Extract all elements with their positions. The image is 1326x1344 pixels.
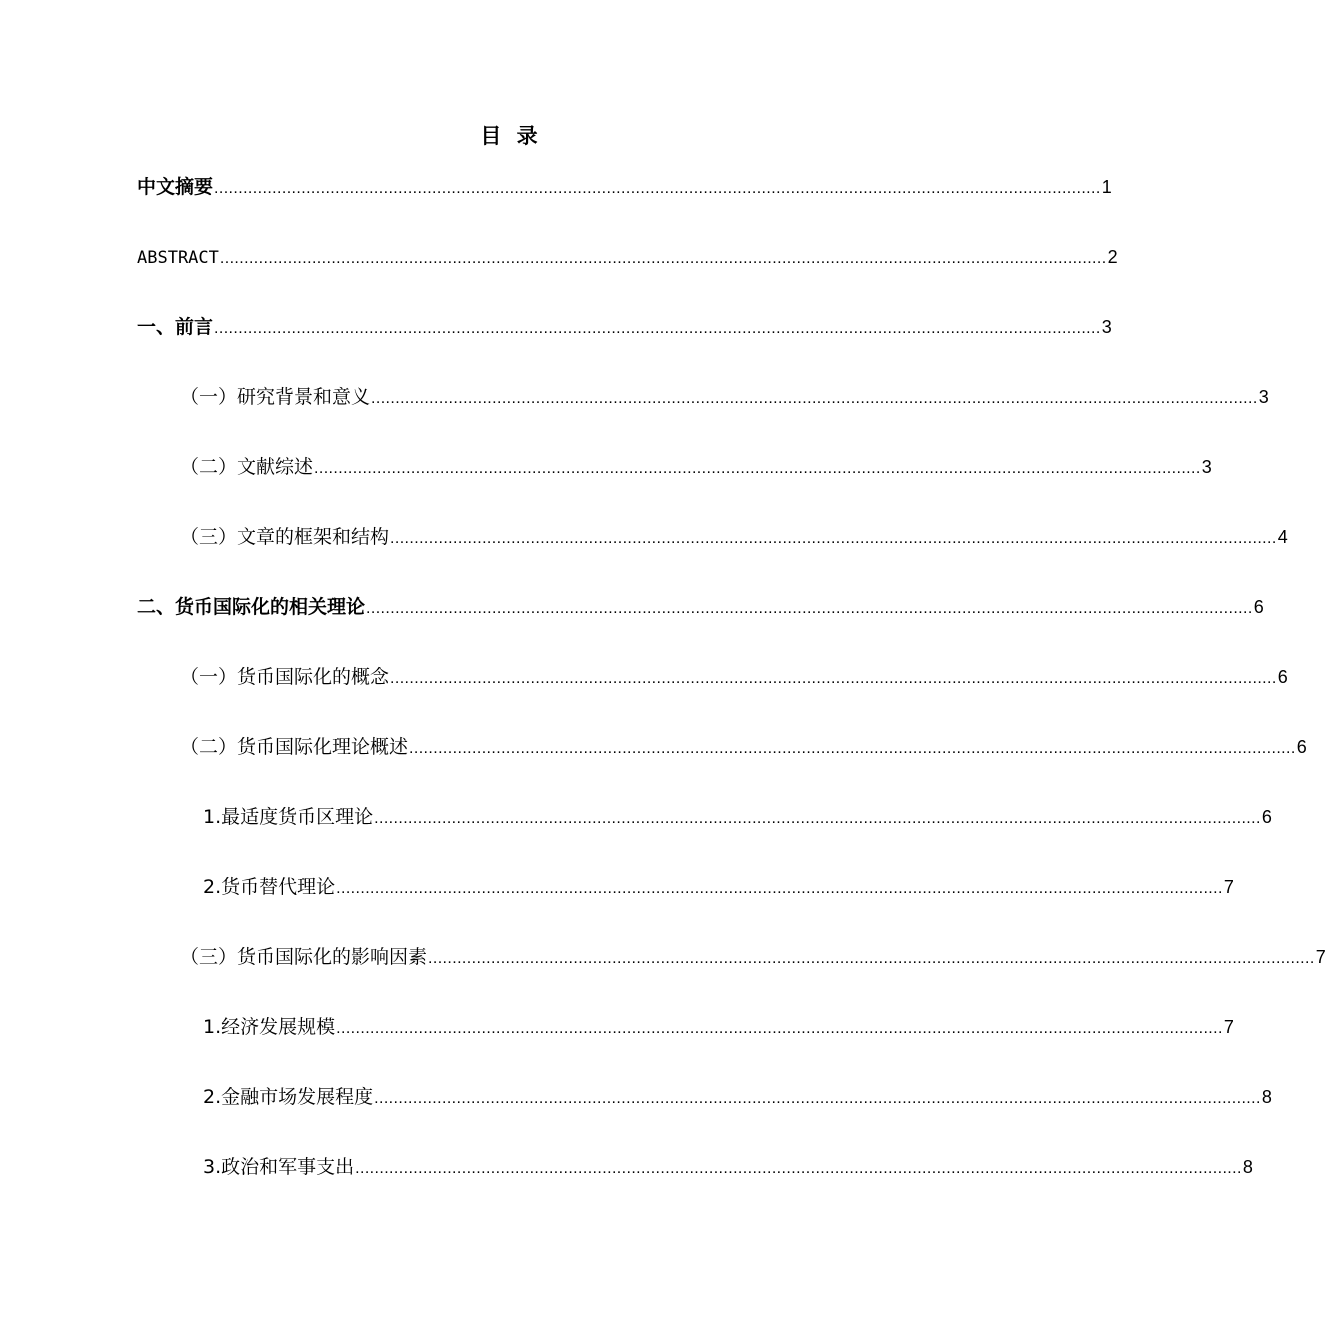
toc-entry-2-1[interactable] — [180, 659, 1288, 695]
toc-page-number: 3 — [1201, 457, 1212, 477]
toc-dot-leader: ....................................................................................................................................................................................... — [390, 530, 1277, 547]
toc-entry-label: 2.金融市场发展程度 — [203, 1086, 374, 1108]
toc-dot-leader: ....................................................................................................................................................................................... — [214, 180, 1101, 197]
toc-entry-preface[interactable] — [137, 309, 1112, 345]
toc-entry-abstract-en[interactable] — [137, 239, 1118, 275]
toc-entry-label: （一）研究背景和意义 — [180, 386, 371, 408]
toc-dot-leader: ....................................................................................................................................................................................... — [214, 320, 1101, 337]
toc-entry-label: 3.政治和军事支出 — [203, 1156, 355, 1178]
toc-page-number: 6 — [1261, 807, 1272, 827]
toc-entry-1-3[interactable] — [180, 519, 1288, 555]
toc-page-number: 3 — [1258, 387, 1269, 407]
toc-entry-label: （一）货币国际化的概念 — [180, 666, 390, 688]
toc-entry-2-3-2[interactable] — [203, 1079, 1272, 1115]
toc-entry-2-2-2[interactable] — [203, 869, 1234, 905]
toc-entry-label: 中文摘要 — [137, 176, 214, 198]
toc-entry-1-1[interactable] — [180, 379, 1269, 415]
toc-entry-chapter-2[interactable] — [137, 589, 1264, 625]
toc-page-number: 6 — [1277, 667, 1288, 687]
toc-entry-label: （二）文献综述 — [180, 456, 314, 478]
toc-dot-leader: ....................................................................................................................................................................................... — [314, 460, 1201, 477]
toc-entry-abstract-cn[interactable] — [137, 169, 1112, 205]
toc-entry-label: ABSTRACT — [137, 248, 219, 268]
toc-page-number: 6 — [1253, 597, 1264, 617]
toc-entry-2-2-1[interactable] — [203, 799, 1272, 835]
toc-dot-leader: ....................................................................................................................................................................................... — [219, 250, 1107, 267]
toc-entry-2-2[interactable] — [180, 729, 1307, 765]
toc-entry-label: （三）文章的框架和结构 — [180, 526, 390, 548]
toc-page-number: 2 — [1107, 247, 1118, 267]
toc-entry-label: （三）货币国际化的影响因素 — [180, 946, 428, 968]
toc-dot-leader: ....................................................................................................................................................................................... — [336, 880, 1223, 897]
toc-page-number: 8 — [1261, 1087, 1272, 1107]
toc-page-number: 6 — [1296, 737, 1307, 757]
toc-dot-leader: ....................................................................................................................................................................................... — [336, 1020, 1223, 1037]
toc-page-number: 1 — [1101, 177, 1112, 197]
toc-page-number: 7 — [1315, 947, 1326, 967]
toc-dot-leader: ....................................................................................................................................................................................... — [371, 390, 1258, 407]
toc-entry-label: 2.货币替代理论 — [203, 876, 336, 898]
toc-dot-leader: ....................................................................................................................................................................................... — [374, 810, 1261, 827]
toc-page-number: 4 — [1277, 527, 1288, 547]
toc-dot-leader: ....................................................................................................................................................................................... — [374, 1090, 1261, 1107]
toc-entry-label: 1.最适度货币区理论 — [203, 806, 374, 828]
toc-entry-2-3-3[interactable] — [203, 1149, 1253, 1185]
toc-dot-leader: ....................................................................................................................................................................................... — [355, 1160, 1242, 1177]
toc-page-number: 8 — [1242, 1157, 1253, 1177]
toc-entry-label: 1.经济发展规模 — [203, 1016, 336, 1038]
toc-entry-1-2[interactable] — [180, 449, 1212, 485]
toc-entry-label: 二、货币国际化的相关理论 — [137, 596, 366, 618]
toc-dot-leader: ....................................................................................................................................................................................... — [366, 600, 1253, 617]
toc-entry-2-3-1[interactable] — [203, 1009, 1234, 1045]
toc-page-number: 3 — [1101, 317, 1112, 337]
toc-page-number: 7 — [1223, 877, 1234, 897]
toc-dot-leader: ....................................................................................................................................................................................... — [428, 950, 1315, 967]
toc-entry-label: （二）货币国际化理论概述 — [180, 736, 409, 758]
toc-entry-label: 一、前言 — [137, 316, 214, 338]
toc-entry-2-3[interactable] — [180, 939, 1326, 975]
toc-dot-leader: ....................................................................................................................................................................................... — [390, 670, 1277, 687]
toc-page-number: 7 — [1223, 1017, 1234, 1037]
toc-dot-leader: ....................................................................................................................................................................................... — [409, 740, 1296, 757]
toc-title: 目 录 — [480, 124, 542, 148]
